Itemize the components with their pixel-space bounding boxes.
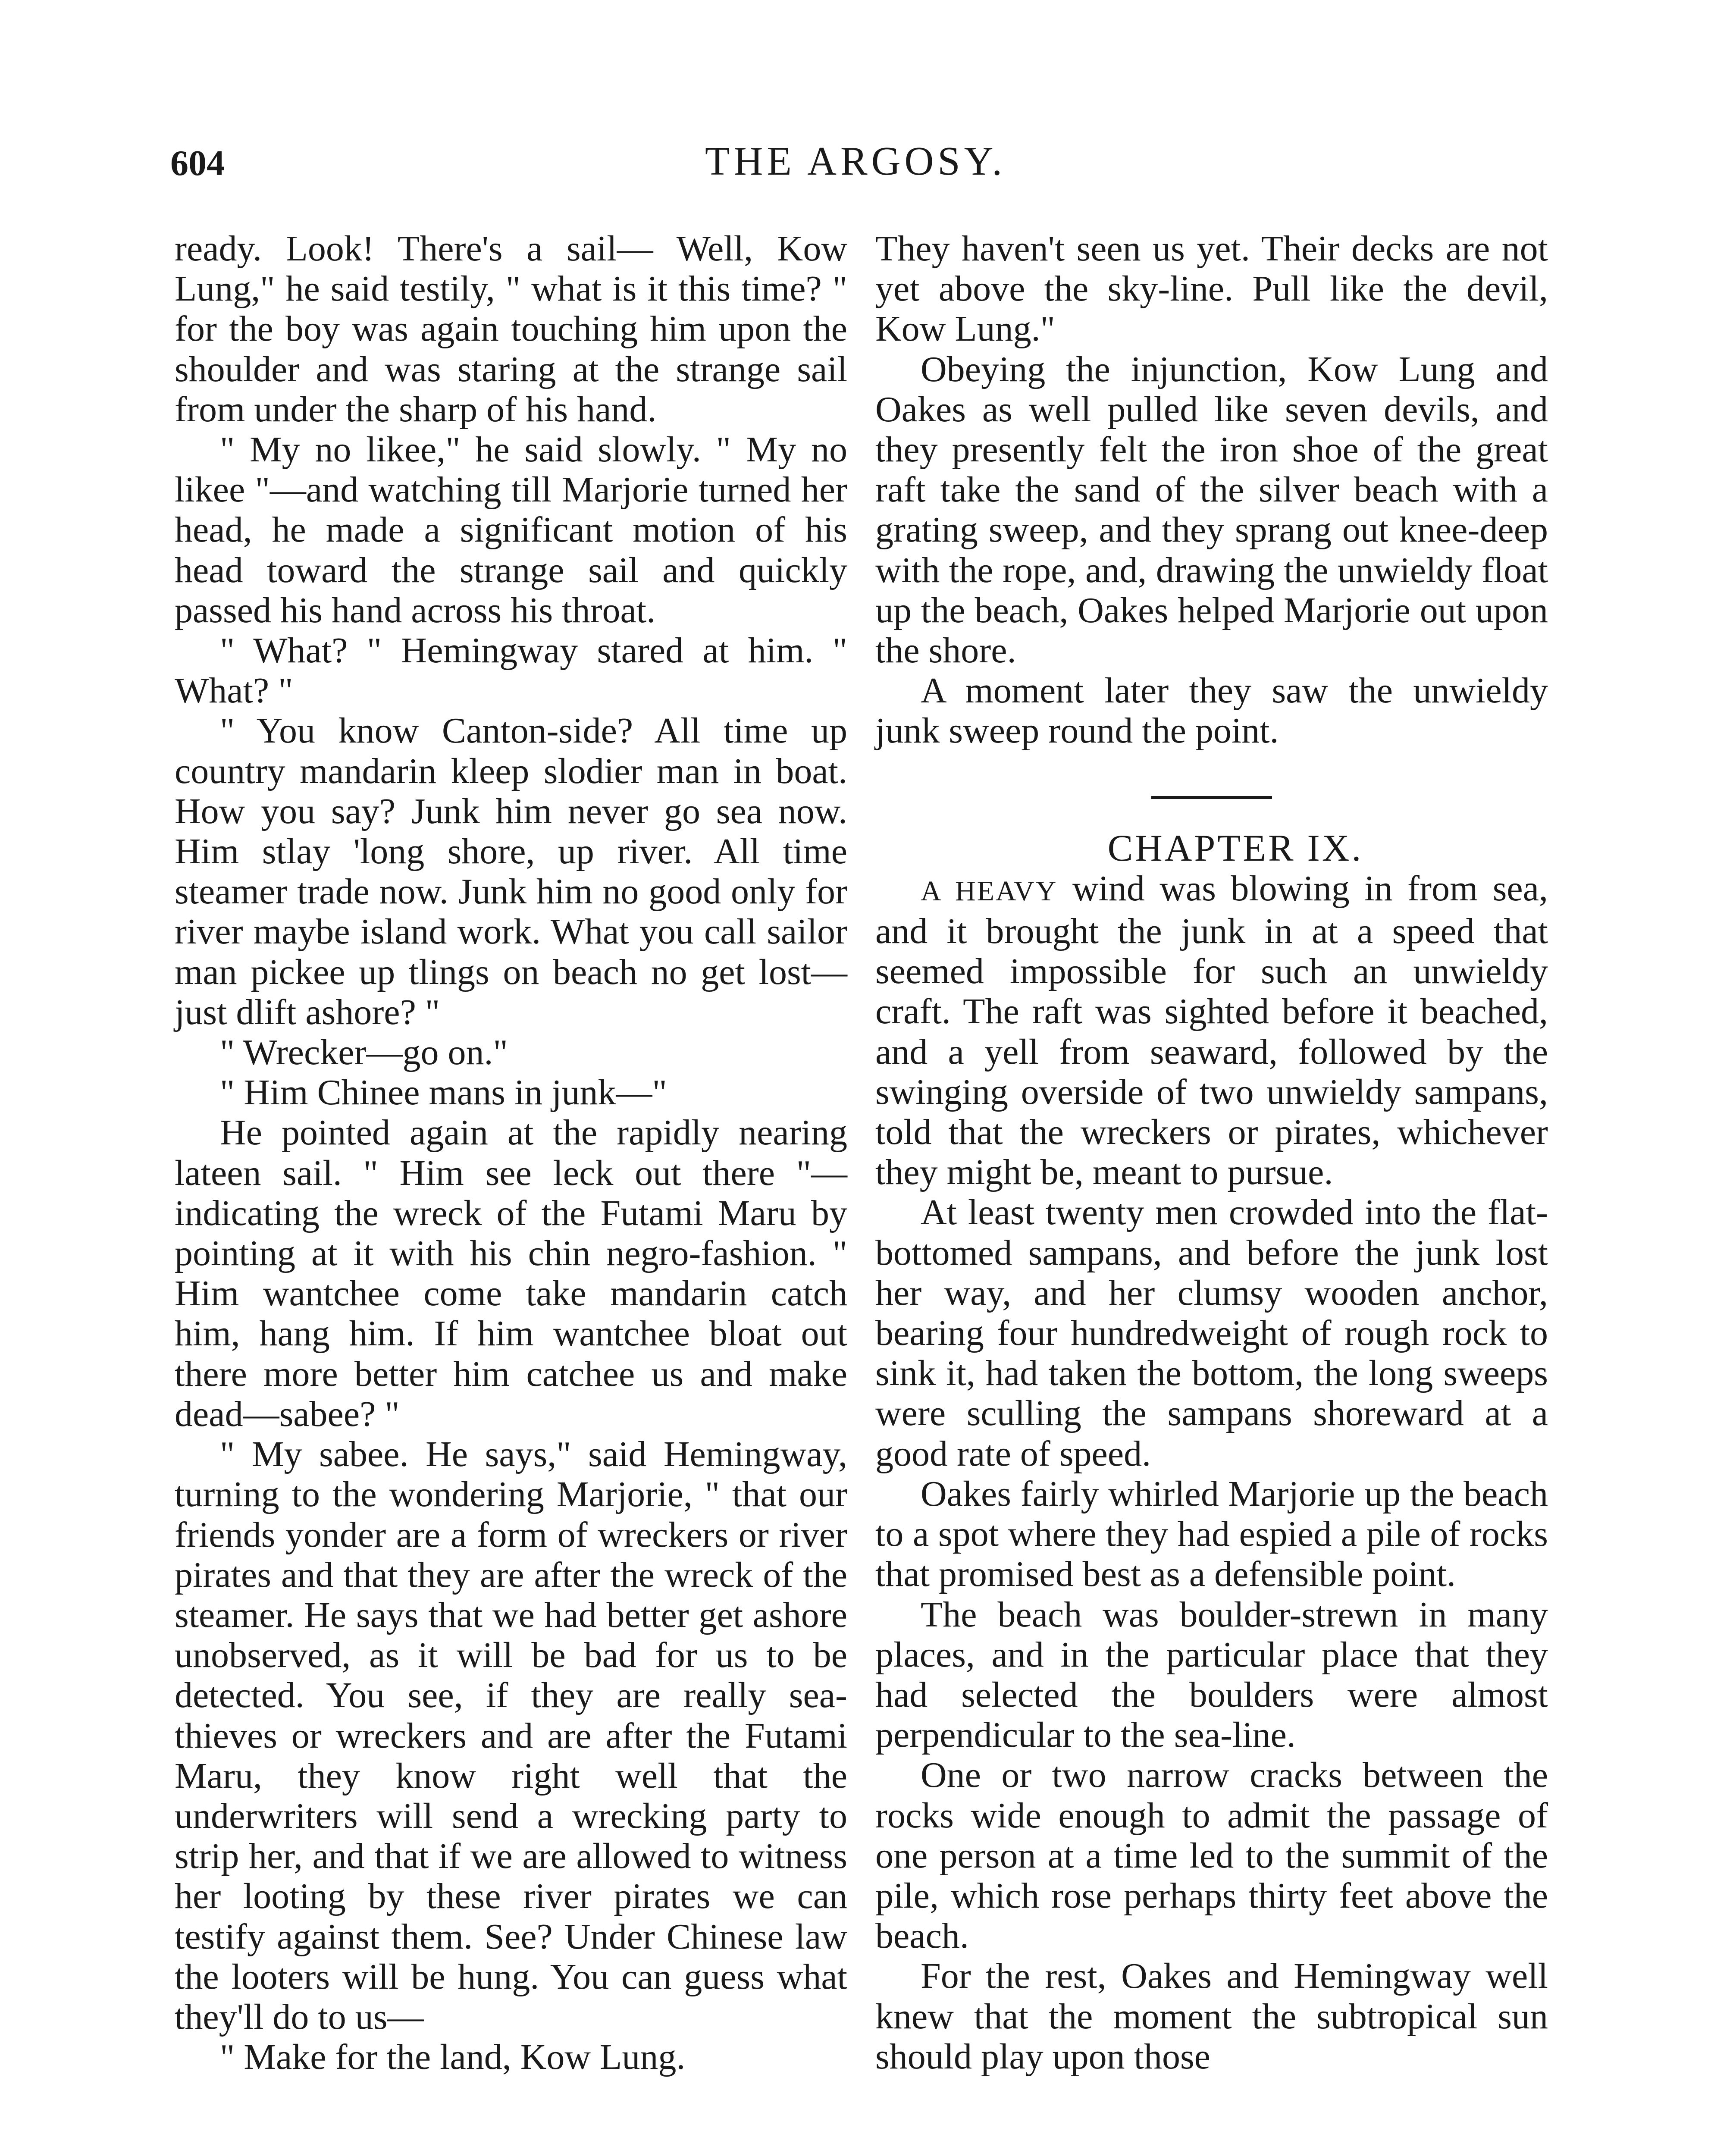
small-caps-opening: A HEAVY [921,875,1058,907]
paragraph: " What? " Hemingway stared at him. " What? " [175,630,847,711]
paragraph: " Make for the land, Kow Lung. [220,2037,686,2078]
paragraph: For the rest, Oakes and Hemingway well knew that the moment the subtropical sun should play upon those [875,1956,1548,2077]
paragraph: The beach was boulder-strewn in many places, and in the particular place that they had selected the boulders were almost perpendicular to the sea-line. [875,1594,1548,1755]
paragraph: Obeying the injunction, Kow Lung and Oakes as well pulled like seven devils, and they presently felt the iron shoe of the great raft take the sand of the silver beach with a grating sweep, and they sprang out knee-deep with the rope, and, drawing the unwieldy float up the beach, Oakes helped Marjorie out upon the shore. [875,349,1548,671]
chapter-heading: CHAPTER IX. [1107,827,1363,869]
paragraph: They haven't seen us yet. Their decks are not yet above the sky-line. Pull like the devil, Kow Lung." [875,229,1548,349]
paragraph: One or two narrow cracks between the rocks wide enough to admit the passage of one person at a time led to the summit of the pile, which rose perhaps thirty feet above the beach. [875,1755,1548,1956]
chapter-opening-paragraph [875,868,1548,1193]
paragraph: " Wrecker—go on." [220,1032,508,1073]
paragraph: At least twenty men crowded into the flat-bottomed sampans, and before the junk lost her way, and her clumsy wooden anchor, bearing four hundredweight of rough rock to sink it, had taken the bottom, the long sweeps were sculling the sampans shoreward at a good rate of speed. [875,1192,1548,1474]
page-number: 604 [170,143,225,183]
paragraph: " My no likee," he said slowly. " My no likee "—and watching till Marjorie turned her head, he made a significant motion of his head toward the strange sail and quickly passed his hand across his throat. [175,429,847,630]
opening-text: wind was blowing in from sea, and it brought the junk in at a speed that seemed impossible for such an unwieldy craft. The raft was sighted before it beached, and a yell from seaward, followed by the swinging overside of two unwieldy sampans, told that the wreckers or pirates, whichever they might be, meant to pursue. [875,868,1548,1193]
paragraph: " Him Chinee mans in junk—" [220,1072,667,1113]
chapter-divider-rule [1151,796,1272,799]
paragraph: " You know Canton-side? All time up country mandarin kleep slodier man in boat. How you say? Junk him never go sea now. Him stlay 'long shore, up river. All time steamer trade now. Junk him no good only for river maybe island work. What you call sailor man pickee up tlings on beach no get lost—just dlift ashore? " [175,711,847,1032]
paragraph: A moment later they saw the unwieldy junk sweep round the point. [875,671,1548,751]
paragraph: He pointed again at the rapidly nearing lateen sail. " Him see leck out there "—indicating the wreck of the Futami Maru by pointing at it with his chin negro-fashion. " Him wantchee come take mandarin catch him, hang him. If him wantchee bloat out there more better him catchee us and make dead—sabee? " [175,1112,847,1434]
left-column [175,229,847,2077]
paragraph: ready. Look! There's a sail— Well, Kow Lung," he said testily, " what is it this time? " for the boy was again touching him upon the shoulder and was staring at the strange sail from under the sharp of his hand. [175,229,847,429]
right-column [875,229,1548,2077]
running-head-title: THE ARGOSY. [705,139,1006,184]
paragraph: " My sabee. He says," said Hemingway, turning to the wondering Marjorie, " that our friends yonder are a form of wreckers or river pirates and that they are after the wreck of the steamer. He says that we had better get ashore unobserved, as it will be bad for us to be detected. You see, if they are really sea-thieves or wreckers and are after the Futami Maru, they know right well that the underwriters will send a wrecking party to strip her, and that if we are allowed to witness her looting by these river pirates we can testify against them. See? Under Chinese law the looters will be hung. You can guess what they'll do to us— [175,1434,847,2037]
paragraph: Oakes fairly whirled Marjorie up the beach to a spot where they had espied a pile of rocks that promised best as a defensible point. [875,1473,1548,1595]
